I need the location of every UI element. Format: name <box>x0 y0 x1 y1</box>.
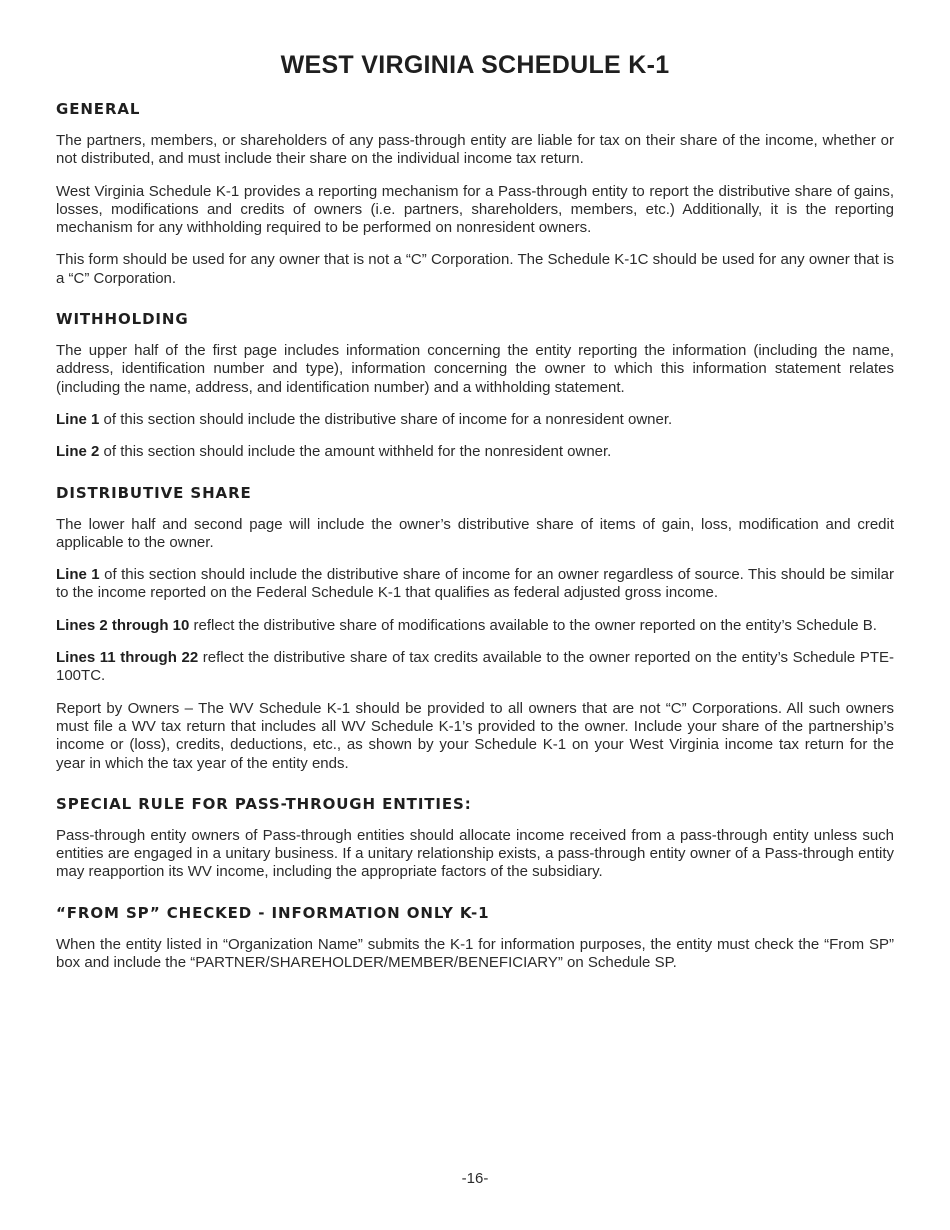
section-heading-distributive-share: DISTRIBUTIVE SHARE <box>56 483 252 502</box>
line-label: Lines 2 through 10 <box>56 616 190 634</box>
general-paragraph-2: West Virginia Schedule K-1 provides a reporting mechanism for a Pass-through entity to report the distributive share of gains, losses, modifications and credits of owners (i.e. partners, shareholders, members, etc.) Additionally, it is the reporting mechanism for any withholding required to be performed on nonresident owners. <box>56 182 894 237</box>
withholding-paragraph-1: The upper half of the first page includes information concerning the entity reporting the information (including the name, address, identification number and type), information concerning the owner to which this information statement relates (including the name, address, and identification number) and a withholding statement. <box>56 342 894 396</box>
line-text: reflect the distributive share of modifications available to the owner reported on the entity’s Schedule B. <box>189 616 877 634</box>
withholding-line-1 <box>56 411 894 429</box>
line-text: of this section should include the distributive share of income for a nonresident owner. <box>99 410 673 428</box>
special-rule-paragraph: Pass-through entity owners of Pass-through entities should allocate income received from a pass-through entity unless such entities are engaged in a unitary business. If a unitary relationship exists, a pass-through entity owner of a Pass-through entity may reapportion its WV income, including the appropriate factors of the subsidiary. <box>56 826 894 881</box>
from-sp-paragraph: When the entity listed in “Organization Name” submits the K-1 for information purposes, the entity must check the “From SP” box and include the “PARTNER/SHAREHOLDER/MEMBER/BENEFICIARY” on Schedule SP. <box>56 935 894 972</box>
page-title: WEST VIRGINIA SCHEDULE K-1 <box>280 51 670 79</box>
line-text: of this section should include the amount withheld for the nonresident owner. <box>99 443 612 461</box>
general-paragraph-3: This form should be used for any owner that is not a “C” Corporation. The Schedule K-1C should be used for any owner that is a “C” Corporation. <box>56 251 894 287</box>
distributive-lines-2-10 <box>56 617 894 635</box>
section-heading-general: GENERAL <box>56 100 141 118</box>
section-heading-withholding: WITHHOLDING <box>56 310 189 329</box>
section-heading-special-rule: SPECIAL RULE FOR PASS-THROUGH ENTITIES: <box>56 794 472 813</box>
section-heading-from-sp: “FROM SP” CHECKED - INFORMATION ONLY K-1 <box>56 903 490 922</box>
line-label: Lines 11 through 22 <box>56 649 199 667</box>
report-by-owners-paragraph: Report by Owners – The WV Schedule K-1 should be provided to all owners that are not “C” Corporations. All such owners must file a WV tax return that includes all WV Schedule K-1’s provided to the owner. Include your share of the partnership’s income or (loss), credits, deductions, etc., as shown by your Schedule K-1 on your West Virginia income tax return for the year in which the tax year of the entity ends. <box>56 699 894 772</box>
distributive-lines-11-22 <box>56 649 894 686</box>
line-label: Line 2 <box>56 443 100 461</box>
line-label: Line 1 <box>56 410 100 428</box>
distributive-paragraph-1: The lower half and second page will include the owner’s distributive share of items of gain, loss, modification and credit applicable to the owner. <box>56 515 894 551</box>
line-text: of this section should include the distributive share of income for an owner regardless of source. This should be similar to the income reported on the Federal Schedule K-1 that qualifies as federal adjusted gross income. <box>56 566 894 602</box>
distributive-line-1 <box>56 566 894 603</box>
page-number: -16- <box>461 1170 489 1187</box>
general-paragraph-1: The partners, members, or shareholders of any pass-through entity are liable for tax on their share of the income, whether or not distributed, and must include their share on the individual income tax return. <box>56 132 894 168</box>
withholding-line-2 <box>56 443 894 461</box>
document-page <box>56 0 894 972</box>
line-text: reflect the distributive share of tax credits available to the owner reported on the entity’s Schedule PTE-100TC. <box>56 649 894 685</box>
line-label: Line 1 <box>56 566 100 584</box>
